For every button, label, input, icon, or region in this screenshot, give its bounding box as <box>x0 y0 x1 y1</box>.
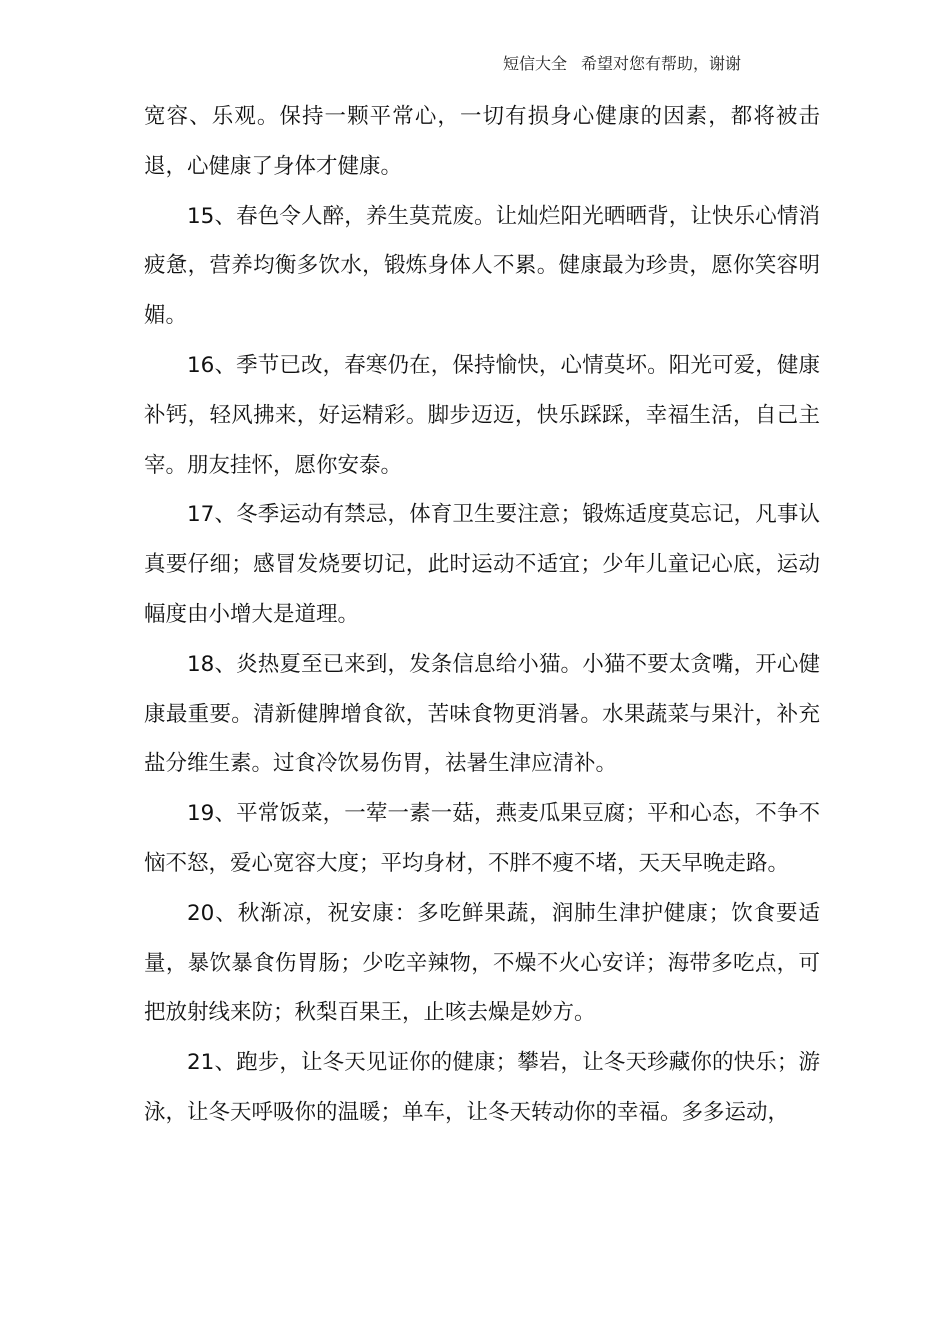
paragraph: 宽容、乐观。保持一颗平常心，一切有损身心健康的因素，都将被击退，心健康了身体才健康。 <box>144 104 820 179</box>
paragraph: 16、季节已改，春寒仍在，保持愉快，心情莫坏。阳光可爱，健康补钙，轻风拂来，好运精彩。脚步迈迈，快乐踩踩，幸福生活，自己主宰。朋友挂怀，愿你安泰。 <box>144 352 820 478</box>
header-note: 希望对您有帮助，谢谢 <box>581 54 742 73</box>
paragraph: 20、秋渐凉，祝安康：多吃鲜果蔬，润肺生津护健康；饮食要适量，暴饮暴食伤胃肠；少吃辛辣物，不燥不火心安详；海带多吃点，可把放射线来防；秋梨百果王，止咳去燥是妙方。 <box>144 900 820 1026</box>
paragraph: 19、平常饭菜，一荤一素一菇，燕麦瓜果豆腐；平和心态，不争不恼不怒，爱心宽容大度；平均身材，不胖不瘦不堵，天天早晚走路。 <box>144 801 820 876</box>
paragraph: 17、冬季运动有禁忌，体育卫生要注意；锻炼适度莫忘记，凡事认真要仔细；感冒发烧要切记，此时运动不适宜；少年儿童记心底，运动幅度由小增大是道理。 <box>144 502 820 627</box>
document-body <box>144 92 820 1138</box>
paragraph: 15、春色令人醉，养生莫荒废。让灿烂阳光晒晒背，让快乐心情消疲惫，营养均衡多饮水，锻炼身体人不累。健康最为珍贵，愿你笑容明媚。 <box>144 203 820 329</box>
header-source: 短信大全 <box>503 54 568 73</box>
paragraph: 21、跑步，让冬天见证你的健康；攀岩，让冬天珍藏你的快乐；游泳，让冬天呼吸你的温暖；单车，让冬天转动你的幸福。多多运动， <box>144 1050 820 1125</box>
page-header <box>503 52 741 76</box>
paragraph: 18、炎热夏至已来到，发条信息给小猫。小猫不要太贪嘴，开心健康最重要。清新健脾增食欲，苦味食物更消暑。水果蔬菜与果汁，补充盐分维生素。过食冷饮易伤胃，祛暑生津应清补。 <box>144 651 820 777</box>
